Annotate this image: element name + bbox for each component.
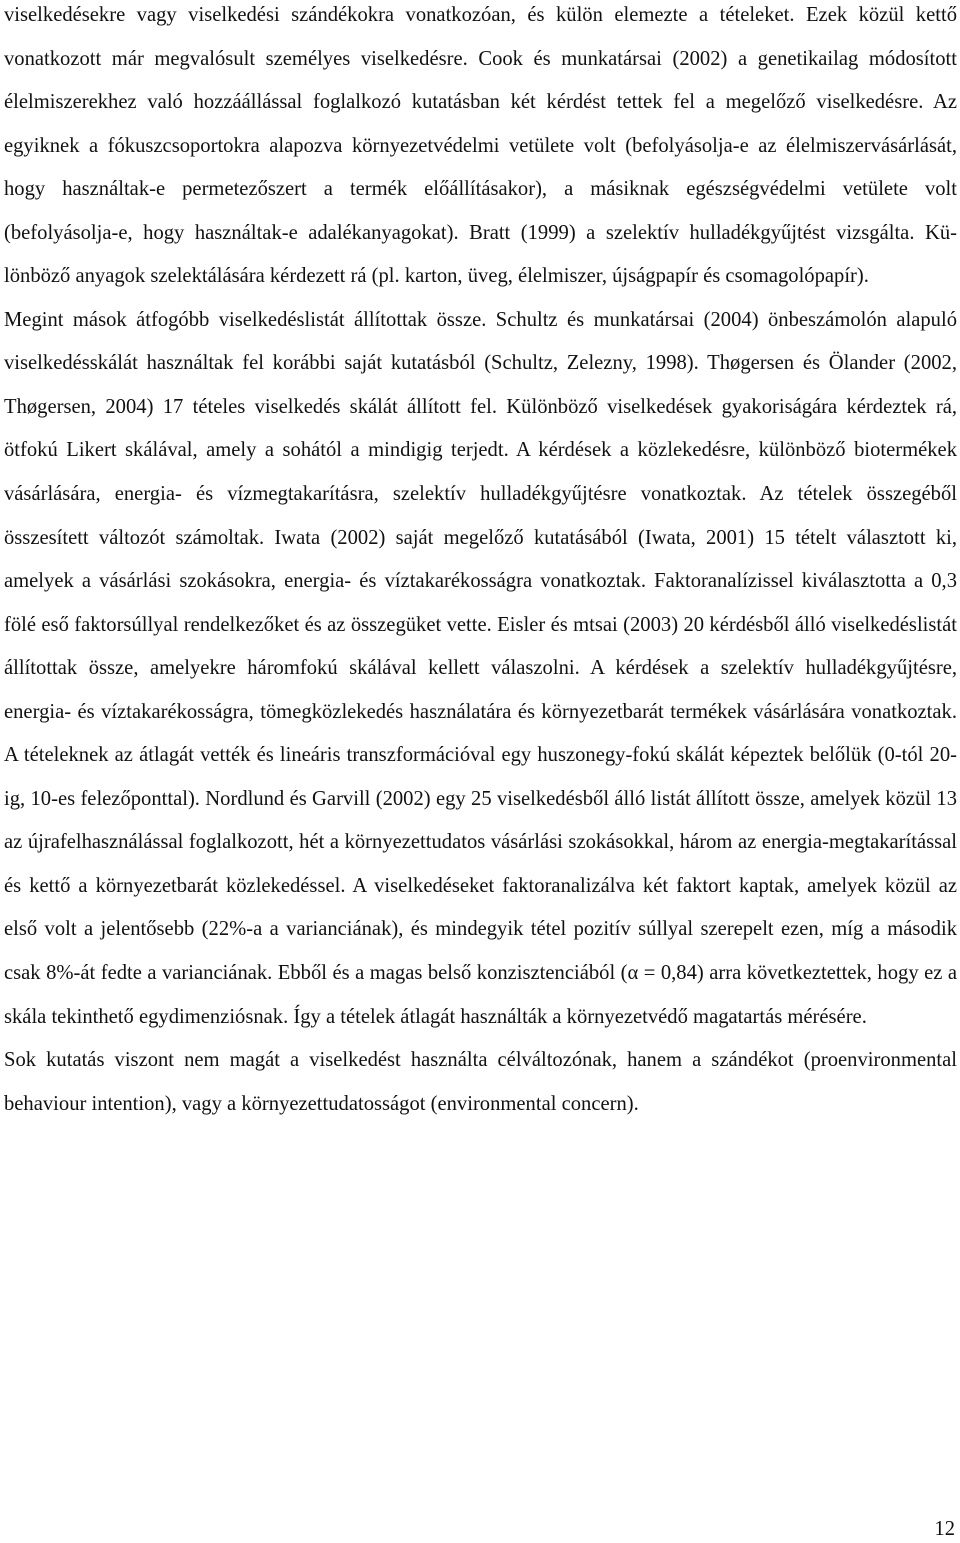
body-text bbox=[4, 0, 957, 1126]
page-number: 12 bbox=[934, 1518, 955, 1540]
paragraph: Megint mások átfogóbb viselkedéslistát állítottak össze. Schultz és munkatársai (2004) önbeszámolón alapuló viselkedésskálát használtak fel korábbi saját kutatásból (Schultz, Zelezny, 1998). Thøgersen és Ölander (2002, Thøgersen, 2004) 17 tételes viselkedés skálát állított fel. Különböző viselkedések gyakoriságára kérdeztek rá, ötfokú Likert skálával, amely a sohától a mindigig terjedt. A kérdések a közlekedésre, különböző biotermékek vásárlására, energia- és vízmegtakarításra, szelektív hulladékgyűjtésre vonatkoztak. Az tételek összegéből összesített változót számoltak. Iwata (2002) saját megelőző kutatásából (Iwata, 2001) 15 tételt választott ki, amelyek a vásárlási szokásokra, energia- és víztakarékosságra vonatkoztak. Faktoranalízissel kiválasztotta a 0,3 fölé eső faktorsúllyal rendelkezőket és az összegüket vette. Eisler és mtsai (2003) 20 kérdésből álló viselkedéslistát állítottak össze, amelyekre háromfokú skálával kellett válaszolni. A kérdések a szelektív hulladékgyűjtésre, energia- és víztakarékosságra, tömegközlekedés használatára és környezetbarát termékek vásárlására vonatkoztak. A tételeknek az átlagát vették és lineáris transzformációval egy huszonegy-fokú skálát képeztek belőlük (0-tól 20-ig, 10-es felezőponttal). Nordlund és Garvill (2002) egy 25 viselkedésből álló listát állított össze, amelyek közül 13 az újrafelhasználással foglalkozott, hét a környezettudatos vásárlási szokásokkal, három az energia-megtakarítással és kettő a környezetbarát közlekedéssel. A viselkedéseket faktoranalizálva két faktort kaptak, amelyek közül az első volt a jelentősebb (22%-a a varianciának), és mindegyik tétel pozitív súllyal szerepelt ezen, míg a második csak 8%-át fedte a varianciának. Ebből és a magas belső konzisztenciából (α = 0,84) arra következtettek, hogy ez a skála tekinthető egydimenziósnak. Így a tételek átlagát használták a környezetvédő magatartás mérésére. bbox=[4, 308, 957, 1028]
paragraph: Sok kutatás viszont nem magát a viselkedést használta célváltozónak, hanem a szándékot (proenvironmental behaviour intention), vagy a környezettudatosságot (environmental concern). bbox=[4, 1049, 957, 1115]
paragraph: viselkedésekre vagy viselkedési szándékokra vonatkozóan, és külön elemezte a tételeket. Ezek közül kettő vonatkozott már megvalósult személyes viselkedésre. Cook és munkatársai (2002) a genetikailag módosított élelmiszerekhez való hozzáállással foglalkozó kutatásban két kérdést tettek fel a megelőző viselkedésre. Az egyiknek a fókuszcsoportokra alapozva környezetvédelmi vetülete volt (befolyásolja-e az élelmiszervásárlását, hogy használtak-e permetezőszert a termék előállításakor), a másiknak egészségvédelmi vetülete volt (befolyásolja-e, hogy használtak-e adalékanyagokat). Bratt (1999) a szelektív hulladékgyűjtést vizsgálta. Különböző anyagok szelektálására kérdezett rá (pl. karton, üveg, élelmiszer, újságpapír és csomagolópapír). bbox=[4, 4, 957, 288]
